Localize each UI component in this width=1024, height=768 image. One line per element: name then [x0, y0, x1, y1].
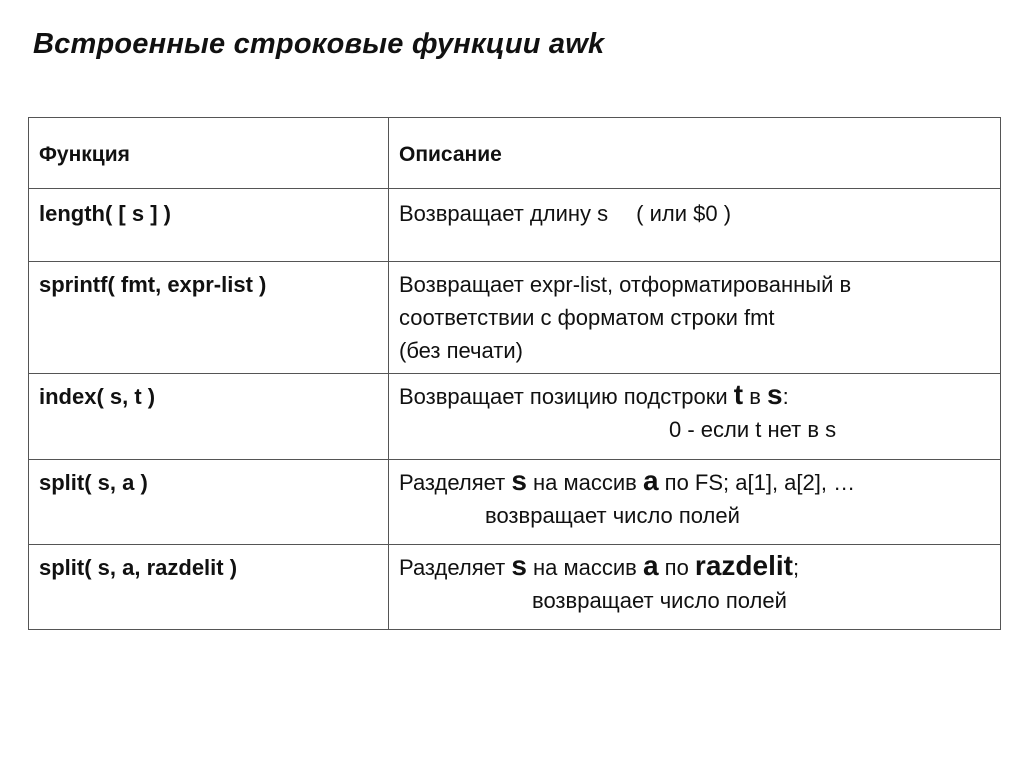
description-line: соответствии с форматом строки fmt	[399, 305, 775, 330]
description-line: Возвращает expr-list, отформатированный в	[399, 272, 852, 297]
description-text: на массив	[526, 555, 643, 580]
description-text: Возвращает позицию подстроки	[399, 384, 734, 409]
description-text: по	[658, 555, 695, 580]
description-line: возвращает число полей	[485, 503, 740, 528]
emphasis-text: razdelit	[694, 550, 793, 581]
description-line	[399, 466, 990, 499]
description-text: ( или $0 )	[636, 201, 732, 226]
header-description: Описание	[389, 118, 1001, 189]
description-text: Возвращает длину s	[399, 201, 609, 226]
function-cell: length( [ s ] )	[29, 189, 389, 262]
description-text: ;	[792, 555, 800, 580]
description-text: :	[782, 384, 789, 409]
description-line: 0 - если t нет в s	[669, 417, 837, 442]
description-text: Разделяет	[399, 470, 512, 495]
description-text: Разделяет	[399, 555, 512, 580]
function-cell: split( s, a, razdelit )	[29, 545, 389, 630]
emphasis-text: s	[767, 379, 783, 410]
description-cell	[389, 189, 1001, 262]
function-cell: sprintf( fmt, expr-list )	[29, 262, 389, 374]
table-row	[29, 545, 1001, 630]
table-row	[29, 460, 1001, 545]
description-text: в	[743, 384, 768, 409]
description-line	[399, 380, 990, 413]
emphasis-text: t	[733, 379, 744, 410]
function-cell: index( s, t )	[29, 374, 389, 460]
table-row	[29, 262, 1001, 374]
emphasis-text: a	[642, 550, 659, 581]
description-text: на массив	[526, 470, 643, 495]
table-row	[29, 374, 1001, 460]
description-cell	[389, 262, 1001, 374]
header-function: Функция	[29, 118, 389, 189]
description-cell	[389, 460, 1001, 545]
emphasis-text: s	[511, 465, 527, 496]
description-line	[399, 197, 990, 230]
description-cell	[389, 545, 1001, 630]
table-row	[29, 189, 1001, 262]
description-cell	[389, 374, 1001, 460]
table-header-row	[29, 118, 1001, 189]
description-text: по FS; a[1], a[2], …	[658, 470, 856, 495]
description-line	[399, 551, 990, 584]
function-cell: split( s, a )	[29, 460, 389, 545]
description-line: (без печати)	[399, 338, 523, 363]
description-line: возвращает число полей	[532, 588, 787, 613]
emphasis-text: s	[511, 550, 527, 581]
page-title: Встроенные строковые функции awk	[33, 28, 605, 60]
functions-table	[28, 117, 1001, 630]
emphasis-text: a	[642, 465, 659, 496]
